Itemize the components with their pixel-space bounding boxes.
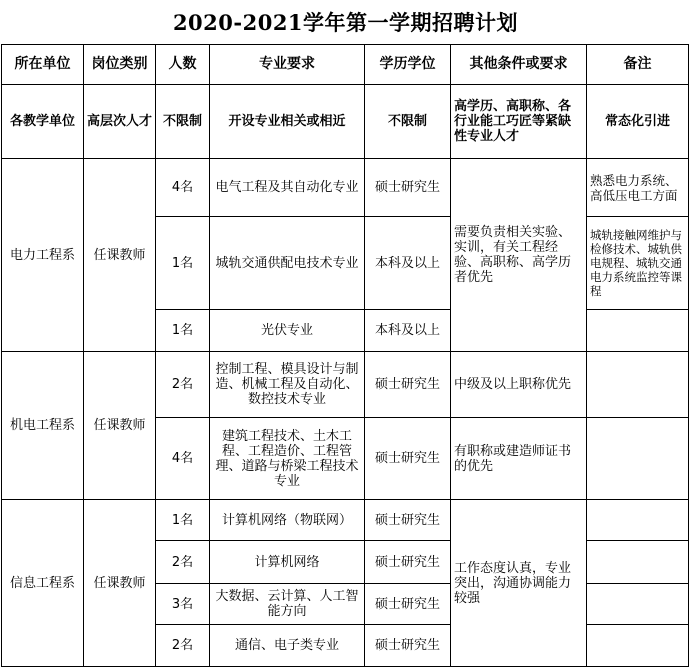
header-row <box>2 45 689 85</box>
cell-other[interactable]: 高学历、高职称、各行业能工巧匠等紧缺性专业人才 <box>451 85 587 159</box>
cell-count[interactable]: 4名 <box>156 418 210 500</box>
cell-remark[interactable] <box>587 352 689 418</box>
header-unit[interactable]: 所在单位 <box>2 45 84 85</box>
cell-major[interactable]: 计算机网络（物联网） <box>210 500 365 541</box>
cell-major[interactable]: 大数据、云计算、人工智能方向 <box>210 584 365 625</box>
header-other[interactable]: 其他条件或要求 <box>451 45 587 85</box>
cell-degree[interactable]: 本科及以上 <box>365 310 451 352</box>
cell-count[interactable]: 2名 <box>156 625 210 667</box>
cell-other[interactable]: 工作态度认真，专业突出，沟通协调能力较强 <box>451 500 587 667</box>
header-major[interactable]: 专业要求 <box>210 45 365 85</box>
recruitment-table <box>1 44 689 667</box>
table-row <box>2 85 689 159</box>
cell-other[interactable]: 需要负责相关实验、实训，有关工程经验、高职称、高学历者优先 <box>451 159 587 352</box>
cell-degree[interactable]: 硕士研究生 <box>365 625 451 667</box>
header-count[interactable]: 人数 <box>156 45 210 85</box>
cell-remark[interactable] <box>587 541 689 584</box>
cell-remark[interactable] <box>587 500 689 541</box>
cell-count[interactable]: 3名 <box>156 584 210 625</box>
cell-count[interactable]: 1名 <box>156 217 210 310</box>
cell-remark[interactable] <box>587 584 689 625</box>
cell-degree[interactable]: 本科及以上 <box>365 217 451 310</box>
table-row <box>2 352 689 418</box>
cell-other[interactable]: 有职称或建造师证书的优先 <box>451 418 587 500</box>
cell-major[interactable]: 开设专业相关或相近 <box>210 85 365 159</box>
cell-unit[interactable]: 机电工程系 <box>2 352 84 500</box>
cell-major[interactable]: 计算机网络 <box>210 541 365 584</box>
cell-degree[interactable]: 硕士研究生 <box>365 584 451 625</box>
cell-count[interactable]: 2名 <box>156 541 210 584</box>
cell-degree[interactable]: 不限制 <box>365 85 451 159</box>
cell-category[interactable]: 任课教师 <box>84 352 156 500</box>
page-title: 2020-2021学年第一学期招聘计划 <box>172 10 519 35</box>
cell-remark[interactable]: 常态化引进 <box>587 85 689 159</box>
cell-category[interactable]: 高层次人才 <box>84 85 156 159</box>
cell-unit[interactable]: 各教学单位 <box>2 85 84 159</box>
cell-remark[interactable] <box>587 625 689 667</box>
cell-remark[interactable] <box>587 310 689 352</box>
cell-other[interactable]: 中级及以上职称优先 <box>451 352 587 418</box>
table-row <box>2 500 689 541</box>
cell-major[interactable]: 电气工程及其自动化专业 <box>210 159 365 217</box>
cell-degree[interactable]: 硕士研究生 <box>365 500 451 541</box>
cell-count[interactable]: 1名 <box>156 500 210 541</box>
cell-major[interactable]: 光伏专业 <box>210 310 365 352</box>
cell-major[interactable]: 城轨交通供配电技术专业 <box>210 217 365 310</box>
cell-category[interactable]: 任课教师 <box>84 159 156 352</box>
cell-count[interactable]: 1名 <box>156 310 210 352</box>
cell-major[interactable]: 建筑工程技术、土木工程、工程造价、工程管理、道路与桥梁工程技术专业 <box>210 418 365 500</box>
cell-remark[interactable]: 城轨接触网维护与检修技术、城轨供电规程、城轨交通电力系统监控等课程 <box>587 217 689 310</box>
cell-unit[interactable]: 信息工程系 <box>2 500 84 667</box>
cell-degree[interactable]: 硕士研究生 <box>365 418 451 500</box>
header-category[interactable]: 岗位类别 <box>84 45 156 85</box>
cell-count[interactable]: 4名 <box>156 159 210 217</box>
cell-degree[interactable]: 硕士研究生 <box>365 541 451 584</box>
cell-remark[interactable]: 熟悉电力系统、高低压电工方面 <box>587 159 689 217</box>
header-degree[interactable]: 学历学位 <box>365 45 451 85</box>
cell-degree[interactable]: 硕士研究生 <box>365 159 451 217</box>
cell-remark[interactable] <box>587 418 689 500</box>
table-row <box>2 159 689 217</box>
cell-count[interactable]: 2名 <box>156 352 210 418</box>
cell-major[interactable]: 通信、电子类专业 <box>210 625 365 667</box>
cell-unit[interactable]: 电力工程系 <box>2 159 84 352</box>
header-remark[interactable]: 备注 <box>587 45 689 85</box>
cell-category[interactable]: 任课教师 <box>84 500 156 667</box>
cell-major[interactable]: 控制工程、模具设计与制造、机械工程及自动化、数控技术专业 <box>210 352 365 418</box>
cell-degree[interactable]: 硕士研究生 <box>365 352 451 418</box>
cell-count[interactable]: 不限制 <box>156 85 210 159</box>
